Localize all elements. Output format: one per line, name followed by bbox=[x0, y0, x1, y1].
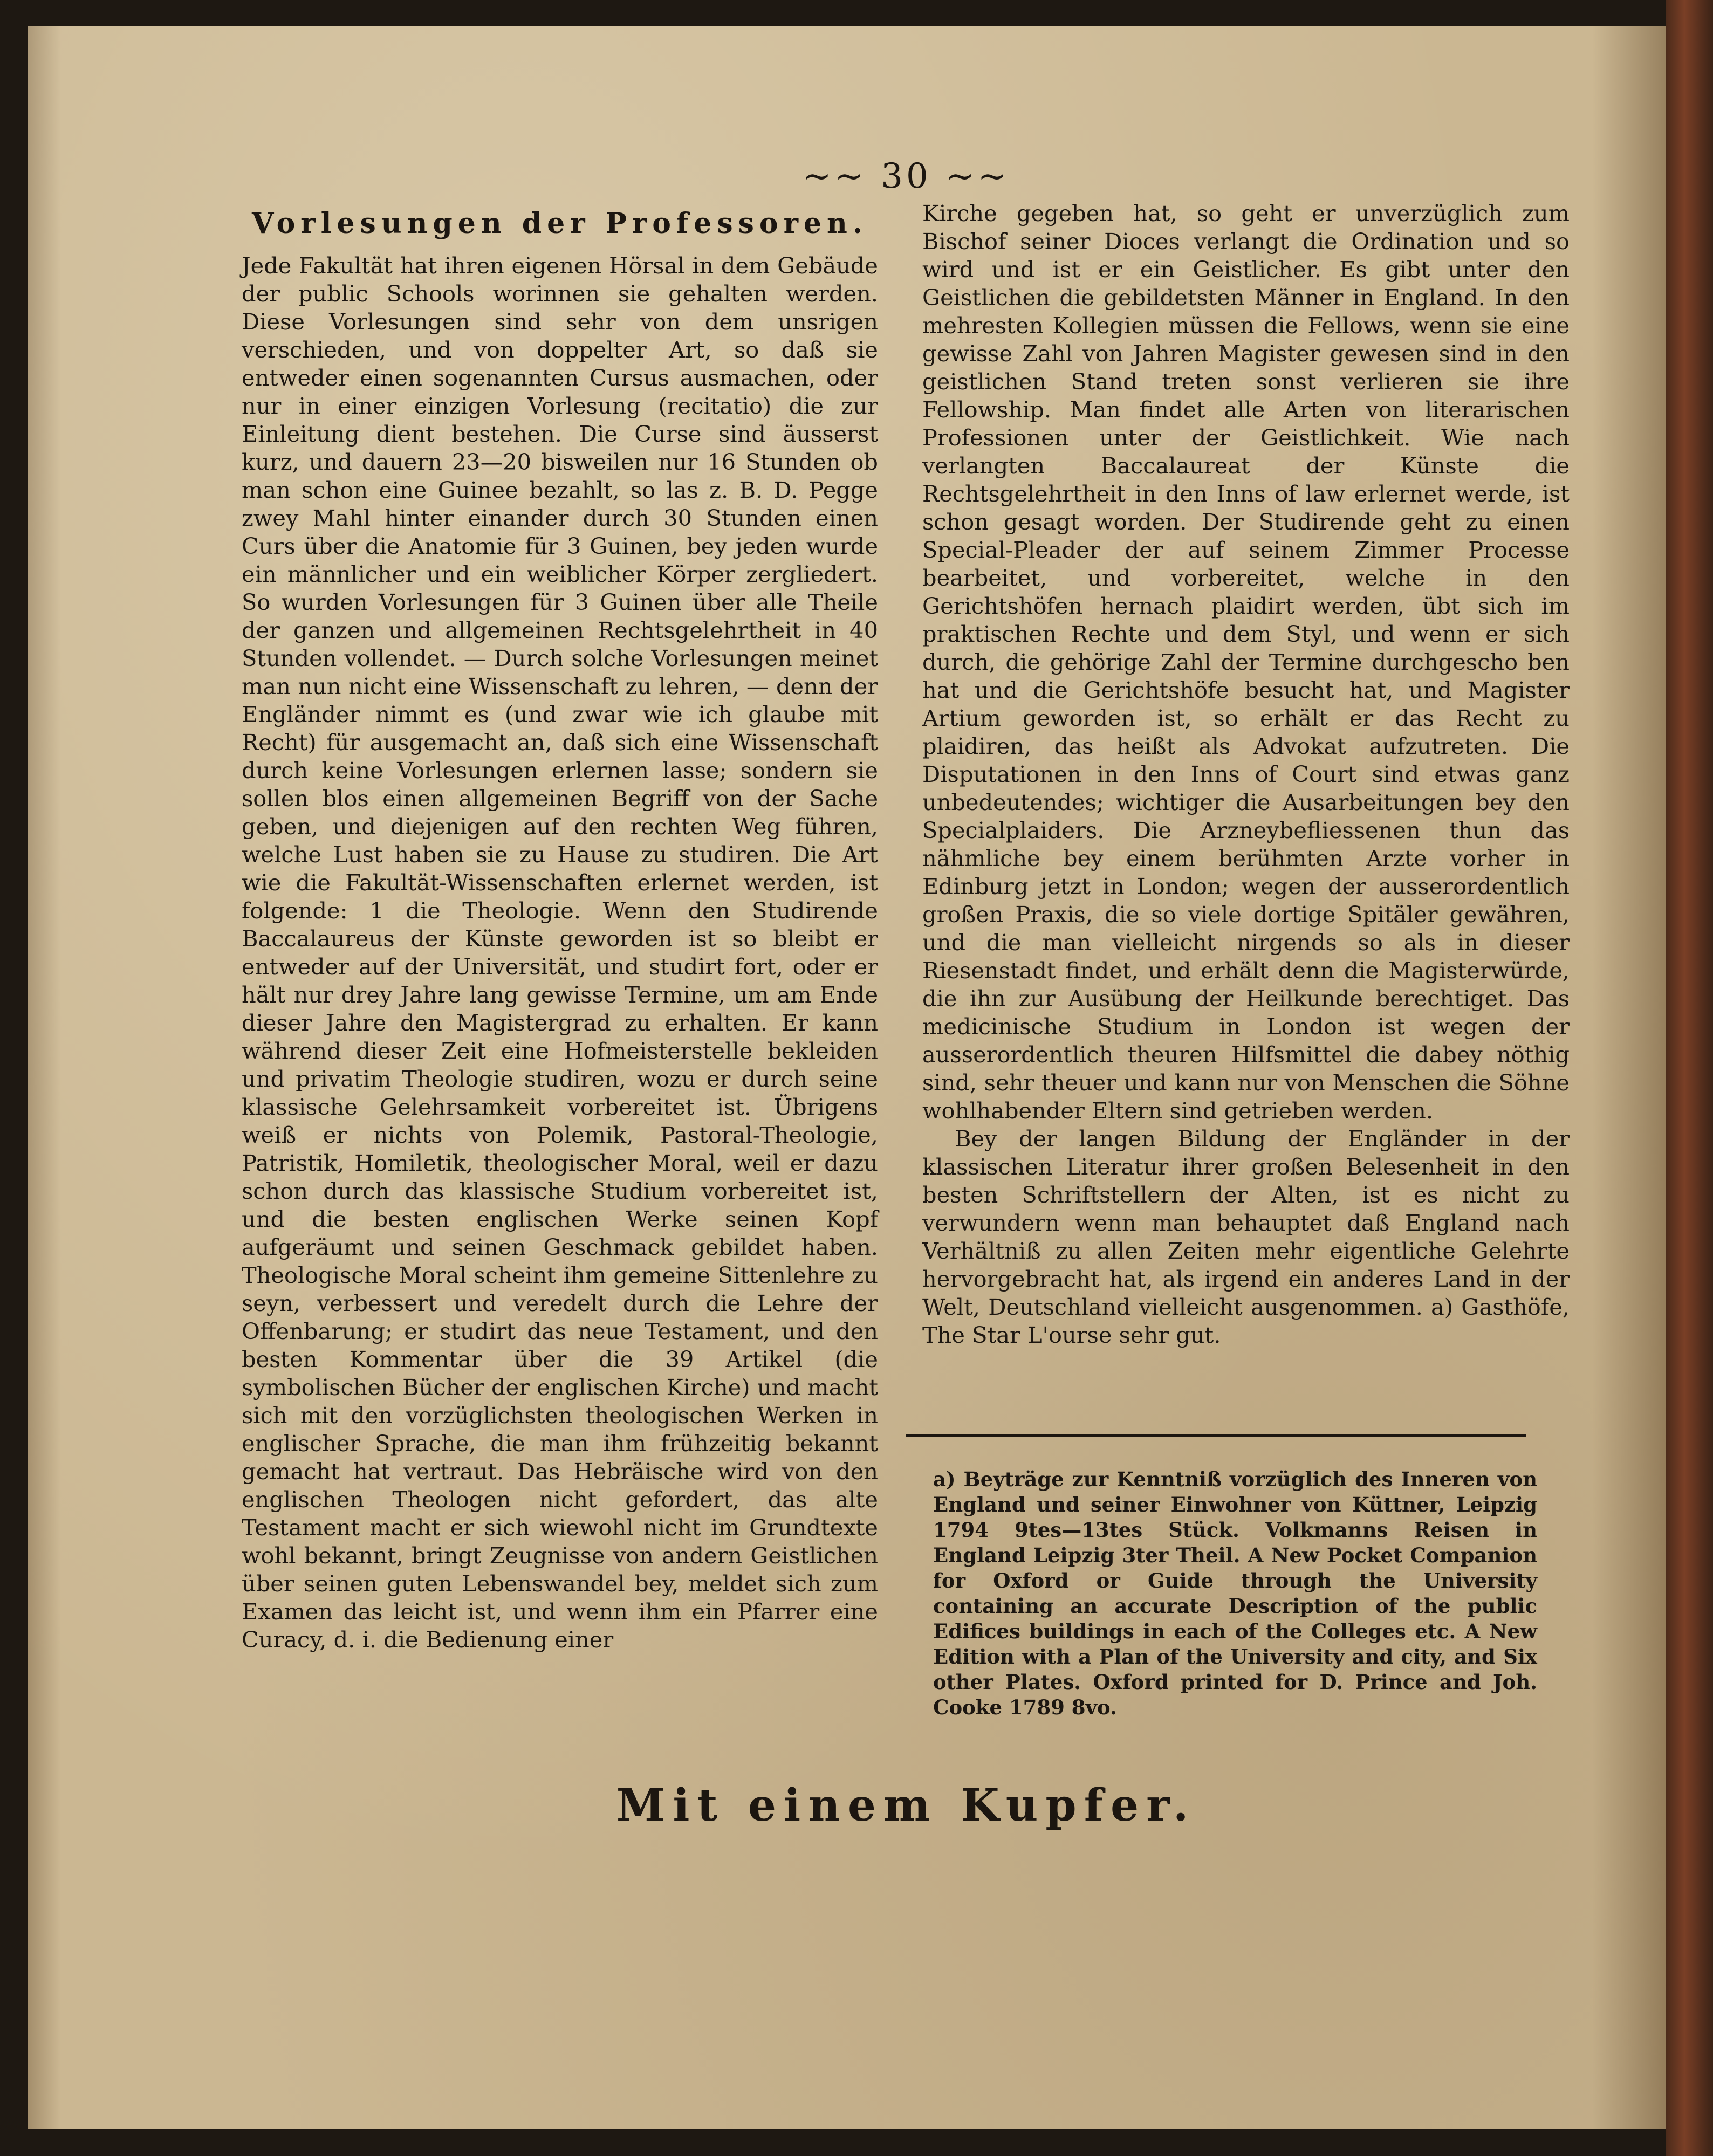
book-binding bbox=[1666, 0, 1713, 2156]
section-heading: Vorlesungen der Professoren. bbox=[252, 207, 868, 240]
right-column-paragraph-1: Kirche gegeben hat, so geht er unverzüglich zum Bischof seiner Dioces verlangt die Ordination und so wird und ist er ein Geistlicher. Es gibt unter den Geistlichen die gebildetsten Männer in England. In den mehresten Kollegien müssen die Fellows, wenn sie eine gewisse Zahl von Jahren Magister gewesen sind in den geistlichen Stand treten sonst verlieren sie ihre Fellowship. Man findet alle Arten von literarischen Professionen unter der Geistlichkeit. Wie nach verlangten Baccalaureat der Künste die Rechtsgelehrtheit in den Inns of law erlernet werde, ist schon gesagt worden. Der Studirende geht zu einen Special-Pleader der auf seinem Zimmer Processe bearbeitet, und vorbereitet, welche in den Gerichtshöfen hernach plaidirt werden, übt sich im praktischen Rechte und dem Styl, und wenn er sich durch, die gehörige Zahl der Termine durchgescho ben hat und die Gerichtshöfe besucht hat, und Magister Artium geworden ist, so erhält er das Recht zu plaidiren, das heißt als Advokat aufzutreten. Die Disputationen in den Inns of Court sind etwas ganz unbedeutendes; wichtiger die Ausarbeitungen bey den Specialplaiders. Die Arzneybefliessenen thun das nähmliche bey einem berühmten Arzte vorher in Edinburg jetzt in London; wegen der ausserordentlich großen Praxis, die so viele dortige Spitäler gewähren, und die man vielleicht nirgends so als in dieser Riesenstadt findet, und erhält denn die Magisterwürde, die ihn zur Ausübung der Heilkunde berechtiget. Das medicinische Studium in London ist wegen der ausserordentlich theuren Hilfsmittel die dabey nöthig sind, sehr theuer und kann nur von Menschen die Söhne wohlhabender Eltern sind getrieben werden. bbox=[922, 200, 1570, 1124]
left-column bbox=[242, 200, 878, 1654]
plate-caption: Mit einem Kupfer. bbox=[616, 1780, 1196, 1831]
left-column-text: Jede Fakultät hat ihren eigenen Hörsal in dem Gebäude der public Schools worinnen sie gehalten werden. Diese Vorlesungen sind sehr von dem unsrigen verschieden, und von doppelter Art, so daß sie entweder einen sogenannten Cursus ausmachen, oder nur in einer einzigen Vorlesung (recitatio) die zur Einleitung dient bestehen. Die Curse sind äusserst kurz, und dauern 23—20 bisweilen nur 16 Stunden ob man schon eine Guinee bezahlt, so las z. B. D. Pegge zwey Mahl hinter einander durch 30 Stunden einen Curs über die Anatomie für 3 Guinen, bey jeden wurde ein männlicher und ein weiblicher Körper zergliedert. So wurden Vorlesungen für 3 Guinen über alle Theile der ganzen und allgemeinen Rechtsgelehrtheit in 40 Stunden vollendet. — Durch solche Vorlesungen meinet man nun nicht eine Wissenschaft zu lehren, — denn der Engländer nimmt es (und zwar wie ich glaube mit Recht) für ausgemacht an, daß sich eine Wissenschaft durch keine Vorlesungen erlernen lasse; sondern sie sollen blos einen allgemeinen Begriff von der Sache geben, und diejenigen auf den rechten Weg führen, welche Lust haben sie zu Hause zu studiren. Die Art wie die Fakultät-Wissenschaften erlernet werden, ist folgende: 1 die Theologie. Wenn den Studirende Baccalaureus der Künste geworden ist so bleibt er entweder auf der Universität, und studirt fort, oder er hält nur drey Jahre lang gewisse Termine, um am Ende dieser Jahre den Magistergrad zu erhalten. Er kann während dieser Zeit eine Hofmeisterstelle bekleiden und privatim Theologie studiren, wozu er durch seine klassische Gelehrsamkeit vorbereitet ist. Übrigens weiß er nichts von Polemik, Pastoral-Theologie, Patristik, Homiletik, theologischer Moral, weil er dazu schon durch das klassische Studium vorbereitet ist, und die besten englischen Werke seinen Kopf aufgeräumt und seinen Geschmack gebildet haben. Theologische Moral scheint ihm gemeine Sittenlehre zu seyn, verbessert und veredelt durch die Lehre der Offenbarung; er studirt das neue Testament, und den besten Kommentar über die 39 Artikel (die symbolischen Bücher der englischen Kirche) und macht sich mit den vorzüglichsten theologischen Werken in englischer Sprache, die man ihm frühzeitig bekannt gemacht hat vertraut. Das Hebräische wird von den englischen Theologen nicht gefordert, das alte Testament macht er sich wiewohl nicht im Grundtexte wohl bekannt, bringt Zeugnisse von andern Geistlichen über seinen guten Lebenswandel bey, meldet sich zum Examen das leicht ist, und wenn ihm ein Pfarrer eine Curacy, d. i. die Bedienung einer bbox=[242, 252, 878, 1653]
right-column bbox=[922, 200, 1570, 1349]
footnote-divider bbox=[906, 1434, 1526, 1437]
page-number: ~~ 30 ~~ bbox=[802, 156, 1010, 196]
right-column-paragraph-2: Bey der langen Bildung der Engländer in der klassischen Literatur ihrer großen Belesenheit in den besten Schriftstellern der Alten, ist es nicht zu verwundern wenn man behauptet daß England nach Verhältniß zu allen Zeiten mehr eigentliche Gelehrte hervorgebracht hat, als irgend ein anderes Land in der Welt, Deutschland vielleicht ausgenommen. a) Gasthöfe, The Star L'ourse sehr gut. bbox=[922, 1125, 1570, 1348]
footnote: a) Beyträge zur Kenntniß vorzüglich des Inneren von England und seiner Einwohner von Küttner, Leipzig 1794 9tes—13tes Stück. Volkmanns Reisen in England Leipzig 3ter Theil. A New Pocket Companion for Oxford or Guide through the University containing an accurate Description of the public Edifices buildings in each of the Colleges etc. A New Edition with a Plan of the University and city, and Six other Plates. Oxford printed for D. Prince and Joh. Cooke 1789 8vo. bbox=[933, 1467, 1537, 1719]
